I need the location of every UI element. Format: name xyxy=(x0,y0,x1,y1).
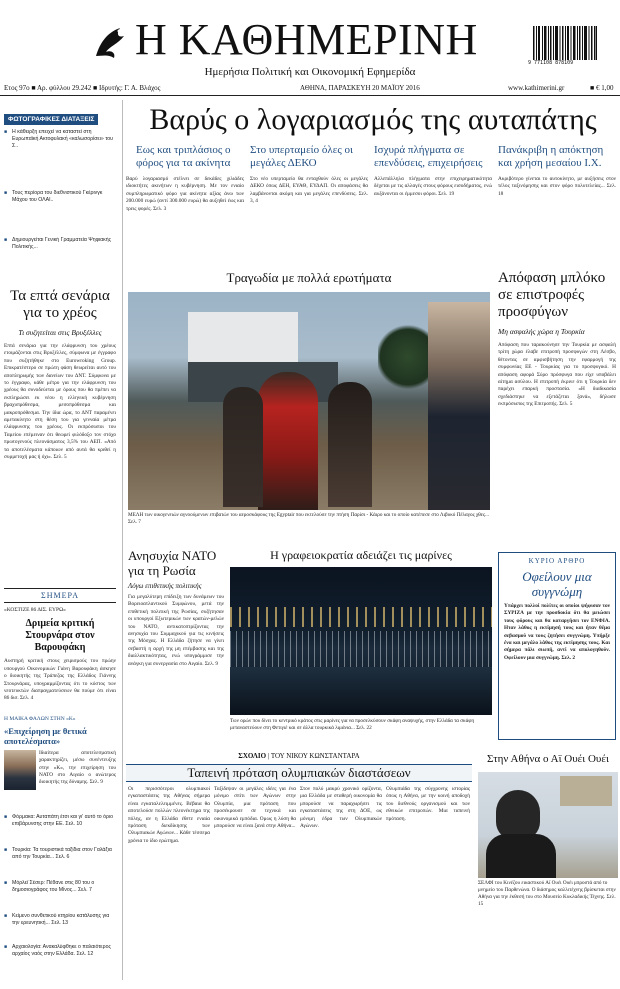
nato-story xyxy=(128,548,224,754)
interview-portrait xyxy=(4,750,36,790)
section-today: ΣΗΜΕΡΑ xyxy=(4,588,116,603)
price: ■ € 1,00 xyxy=(590,84,614,92)
lead-headline[interactable]: Βαρύς ο λογαριασμός της αυταπάτης xyxy=(149,103,597,136)
weiwei-title[interactable]: Στην Αθήνα ο Αϊ Ουέι Ουέι xyxy=(487,753,609,765)
debt-story-subtitle: Τι συζητείται στις Βρυξέλλες xyxy=(18,328,102,337)
extra-item[interactable]: ■ Μόρλεϊ Σέσερ: Πέθανε στις 80 του ο δημοσιογράφος του Μίνος... Σελ. 7 xyxy=(4,880,116,910)
debt-story-text: Επτά σενάρια για την ελάφρυνση του χρέους ετοιμάζονται στις Βρυξέλλες, σύμφωνα με έγγραφο που συζητήθηκε στο Eurowroking Group. Επικρατέστερο σε πρώτη φάση θεωρείται αυτό του αποπληρωμής των δανείων του ΔΝΤ. Σύμφωνα με το έγγραφο, κάθε μέτρο για την ελάφρυνση του χρέους θα συνοδεύεται με όρους που θα πρέπει να εκπληρώσει εκ νέου η ελληνική κυβέρνηση βραχυπρόθεσμα, μεσοπρόθεσμα και μακροπρόθεσμα. Την ίδια ώρα, το ΔΝΤ παραμένει αμετακίνητο στη θέση του για γενναία μέτρα ελάφρυνσης του χρέους. Οι εκπρόσωποι του Ταμείου επέμειναν ότι θεωρεί φιλόδοξο τον στόχο πρωτογενούς πλεονάσματος 3,5% του ΑΕΠ. «Από τα αποτελέσματα κάποιων από αυτά θα κριθεί η συμμετοχή μας ή όχι». Σελ. 5 xyxy=(4,343,116,461)
turkey-story xyxy=(498,270,616,512)
lead-subhead[interactable]: Εως και τριπλάσιος ο φόρος για τα ακίνητα xyxy=(136,144,231,169)
olympics-separator: | xyxy=(267,752,271,760)
nato-text: Για μεγαλύτερη επίδειξη των δυνάμεων του Βορειοατλαντικού Συμφώνου, μετά την επιθετική πολιτική της Ρωσίας, συζήτησαν οι υπουργοί Εξωτερικών των κρατών-μελών του ΝΑΤΟ, αντικατοπτρίζοντας την ανησυχία του Συμμαχικού για τις κινήσεις της Μόσχας. Η Ελλάδα ζήτησε να γίνει σεβαστή η αρχή της μη επέμβασης και της διαλλακτικότητας, ενώ υπογράμμισε την ανάγκη για συνεργασία στο Αιγαίο. Σελ. 9 xyxy=(128,594,224,667)
turkey-subtitle: Μη ασφαλής χώρα η Τουρκία xyxy=(498,327,585,336)
marina-caption: Των ορών που δίνει το κεντρικό κράτος στις μαρίνες για να προσελκύσουν σκάφη αναψυχής, στην Ελλάδα τα σκάφη μεταναστεύουν στη Φετιγιέ και σε άλλα τουρκικά λιμάνια... Σελ. 22 xyxy=(230,718,475,731)
lead-columns xyxy=(126,144,620,284)
edition-bar xyxy=(0,82,620,96)
opinion-box xyxy=(498,552,616,740)
edition-info: Ετος 97ο ■ Αρ. φύλλου 29.242 ■ Ιδρυτής: Γ. Α. Βλάχος xyxy=(4,84,161,92)
brief-item[interactable]: ■ Δημιουργείται Γενική Γραμματεία Ψηφιακής Πολιτικής... xyxy=(4,237,116,271)
extra-item[interactable]: ■ Τουρκία: Τα τουριστικά ταξίδια στον Γαλάξια από την Τουρκία... Σελ. 6 xyxy=(4,847,116,877)
left-sidebar xyxy=(0,96,120,989)
nato-subtitle: Λόγω επιθετικής πολιτικής xyxy=(128,582,202,590)
newspaper-title[interactable]: Η ΚΑΘΗΜΕΡΙΝΗ xyxy=(135,15,478,64)
turkey-text: Απόφαση που ταρακούνησε την Τουρκία με ασφαλή τρίτη χώρα έλαβε επιτροπή προσφυγών στη Λέσβο, θέτοντας σε αμφισβήτηση την εφαρμογή της συμφωνίας ΕΕ - Τουρκίας για το προσφυγικό. Η απόφαση αφορά Σύρο πρόσφυγα που είχε υποβάλει αίτημα ασύλου. Η επιτροπή έκρινε ότι η Τουρκία δεν παρέχει επαρκή προστασία. «Η διαδικασία σχεδιάστηκε να εξετάζεται ξανά», δήλωσε εκπρόσωπος της Επιτροπής. Σελ. 5 xyxy=(498,342,616,408)
masthead xyxy=(0,0,620,82)
lead-text: Ακριβότερο γίνεται το αυτοκίνητο, με αυξήσεις στον τέλος ταξινόμησης και στον φόρο πολυτελείας... Σελ. 18 xyxy=(498,176,616,197)
extra-item[interactable]: ■ Αρχαιολογία: Ανακαλύφθηκε ο παλαιότερος αρχαίος ναός στην Ελλάδα. Σελ. 12 xyxy=(4,944,116,972)
briefs-badge: ΦΩΤΟΓΡΑΦΙΚΕΣ ΔΙΑΤΑΞΕΙΣ xyxy=(4,114,98,125)
extra-item[interactable]: ■ Κείμενο συνθετικού κτηρίου κατάλυσης για την ερευνητική... Σελ. 13 xyxy=(4,913,116,941)
olympics-col: Οι περισσότεροι ολυμπιακοί εγκαταστάσεις της Αθήνας σήμερα είναι εγκαταλελειμμένες. Βέβαια θα αποτελούσε πολλών πλεονέκτημα της πόλης, αν η Ελλάδα έθετε ενιαία πρόταση διεκδίκησης των Ολυμπιακών Αγώνων... Κάθε τέσσερα χρόνια το ίδιο ερώτημα. xyxy=(128,786,210,844)
refugee-headline[interactable]: Τραγωδία με πολλά ερωτήματα xyxy=(226,270,392,285)
lead-subhead[interactable]: Ισχυρά πλήγματα σε επενδύσεις, επιχειρήσεις xyxy=(374,144,483,169)
stournaras-text: Αυστηρή κριτική στους χειρισμούς του πρώην υπουργού Οικονομικών Γιάνη Βαρουφάκη άσκησε ο διοικητής της Τράπεζας της Ελλάδος Γιάννης Στουρνάρας, υπογραμμίζοντας ότι το κόστος των νεοτευκτών διαπραγματεύσεων θα πούμε ότι είναι 86 δισ. Σελ. 4 xyxy=(4,658,116,702)
weiwei-caption: ΣΕΛΦΙ του Κινέζου εικαστικού Αϊ Ουέι Ουέι μπροστά από το μνημείο του Παρθενώνα. Ο διάσημος καλλιτέχνης βρίσκεται στην Αθήνα για την έκθεσή του στο Μουσείο Κυκλαδικής Τέχνης. Σελ. 15 xyxy=(478,880,616,907)
lead-subhead[interactable]: Στο υπερταμείο όλες οι μεγάλες ΔΕΚΟ xyxy=(250,144,353,169)
marina-photo[interactable] xyxy=(230,567,492,715)
barcode-icon xyxy=(533,26,597,60)
brief-item[interactable]: ■ Η κάθειρξη επειχεί να καταστεί στη Ευρωπαϊκή Ακτοφυλακή «καλωσορίσει» του Σ.. xyxy=(4,129,116,187)
dateline: ΑΘΗΝΑ, ΠΑΡΑΣΚΕΥΗ 20 ΜΑΪΟΥ 2016 xyxy=(300,84,420,92)
lead-subhead[interactable]: Πανάκριβη η απόκτηση και χρήση μεσαίου Ι.Χ. xyxy=(498,144,604,169)
turkey-title[interactable]: Απόφαση μπλόκο σε επιστροφές προσφύγων xyxy=(498,270,606,320)
newspaper-subtitle: Ημερήσια Πολιτική και Οικονομική Εφημερίδα xyxy=(204,66,416,78)
interview-author: Η ΜΑΙΚΑ ΦΑΛΩΝ ΣΤΗΝ «Κ» xyxy=(4,716,76,723)
extra-item[interactable]: ■ Φόρμακα: Αυταπάτη έτσι και γι' αυτό το όριο επιβάρυνσης στην ΕΕ. Σελ. 10 xyxy=(4,814,116,844)
interview-title[interactable]: «Επιχείρηση με θετικά αποτελέσματα» xyxy=(4,725,87,746)
today-tag: «ΚΟΣΤΙΖΕ 86 ΔΙΣ. ΕΥΡΩ» xyxy=(4,607,66,613)
opinion-label: ΚΥΡΙΟ ΑΡΘΡΟ xyxy=(528,557,586,565)
barcode-number: 9 771108 878109 xyxy=(528,60,574,66)
lead-text: Βαρύ λογαριασμό στέλνει σε δεκάδες χιλιάδες ιδιοκτήτες ακινήτων η κυβέρνηση. Με τον ενιαίο συμπληρωματικό φόρο για ακίνητα αξίας άνω των 200.000 ευρώ (αντί 300.000 ευρώ) θα αυξηθεί έως και τρεις φορές. Σελ. 3 xyxy=(126,176,244,212)
refugee-photo[interactable] xyxy=(128,292,490,510)
nato-title[interactable]: Ανησυχία ΝΑΤΟ για τη Ρωσία xyxy=(128,548,217,578)
olympics-label: ΣΧΟΛΙΟ xyxy=(238,752,267,760)
marinas-headline[interactable]: Η γραφειοκρατία αδειάζει τις μαρίνες xyxy=(270,548,452,562)
refugee-caption: ΜΕΛΗ των οικογενειών αγνοούμενων επιβατών του αεροσκάφους της Egyptair που εκτελούσε την πτήση Παρίσι - Κάιρο και το οποίο κατέπεσε στο Λιβυκό Πέλαγος χθες... Σελ. 7 xyxy=(128,512,489,525)
olympics-col: Στον πολύ μακρύ χρονικό ορίζοντα, μια Ελλάδα με σταθερή οικονομία θα μπορούσε να παραχωρήσει τις εγκαταστάσεις της στη ΔΟΕ, ως μόνιμη έδρα των Ολυμπιακών Αγώνων. xyxy=(300,786,382,830)
weiwei-photo[interactable] xyxy=(478,772,618,878)
olympics-label-row xyxy=(126,752,472,760)
lead-text: Αλλεπάλληλα πλήγματα στην επιχειρηματικότητα δέχεται με τις αλλαγές στους φόρους εισοδήματος, ενώ αυξάνονται οι έμμεσοι φόροι. Σελ. 19 xyxy=(374,176,492,197)
olympics-author: ΤΟΥ ΝΙΚΟΥ ΚΩΝΣΤΑΝΤΑΡΑ xyxy=(270,752,360,760)
lead-text: Στο νέο υπερταμείο θα ενταχθούν όλες οι μεγάλες ΔΕΚΟ όπως ΔΕΗ, ΕΥΑΘ, ΕΥΔΑΠ. Οι αποφάσεις θα λαμβάνονται ακόμη και για μεγάλες επενδύσεις. Σελ. 3, 4 xyxy=(250,176,368,205)
opinion-title[interactable]: Οφείλουν μια συγγνώμη xyxy=(522,569,592,599)
website-link[interactable]: www.kathimerini.gr xyxy=(508,84,565,92)
brief-item[interactable]: ■ Τους περίορα του διεθνιστικού Γκέρινγκ Μάχου του ΟΛΑΙ.. xyxy=(4,190,116,234)
debt-story-title[interactable]: Τα επτά σενάρια για το χρέος xyxy=(10,288,110,321)
interview-text: Ιδιαίτερα αποτελεσματική χαρακτηρίζει, μέσω συνέντευξης στην «Κ», την επιχείρηση του ΝΑΤΟ στο Αιγαίο ο ανώτερος διοικητής της δύναμης. Σελ. 9 xyxy=(39,749,116,786)
phoenix-logo-icon xyxy=(90,22,130,62)
olympics-col: Ολυμπιάδα της σύγχρονης ιστορίας όπως η Αθήνα, με την κοινή αποδοχή του διεθνούς οργανισμού και των εθνικών επιτροπών. Μια ταπεινή πρόταση. xyxy=(386,786,470,822)
stournaras-title[interactable]: Δριμεία κριτική Στουρνάρα στον Βαρουφάκη xyxy=(25,618,95,654)
column-divider xyxy=(122,100,123,980)
opinion-text: Υπάρχει πολλοί πολίτες οι οποίοι ψήφισαν τον ΣΥΡΙΖΑ με την προσδοκία ότι θα μειώσει τους φόρους και θα καταργήσει τον ΕΝΦΙΑ. Ηταν λάθος η εκτίμησή τους και ήταν θέμα σεβασμού να τους ζητήσει συγγνώμη. Υπήρξε ένα και μεγάλο λάθος της εκτίμησης τους. Και σήμερα πάλι σιωπή, αντί να απολογηθούν. Οφείλουν μια συγγνώμη. Σελ. 2 xyxy=(504,603,610,661)
olympics-col: Ταξίδεψαν οι μεγάλες ιδέες για ένα μόνιμο σπίτι των Αγώνων στην Ολυμπία, μια πρόταση που προσέκρουσε σε τεχνικά και οικονομικά εμπόδια. Ομως η λύση θα μπορούσε να είναι ξανά στην Αθήνα... xyxy=(214,786,296,830)
olympics-title[interactable]: Ταπεινή πρόταση ολυμπιακών διαστάσεων xyxy=(126,764,472,782)
